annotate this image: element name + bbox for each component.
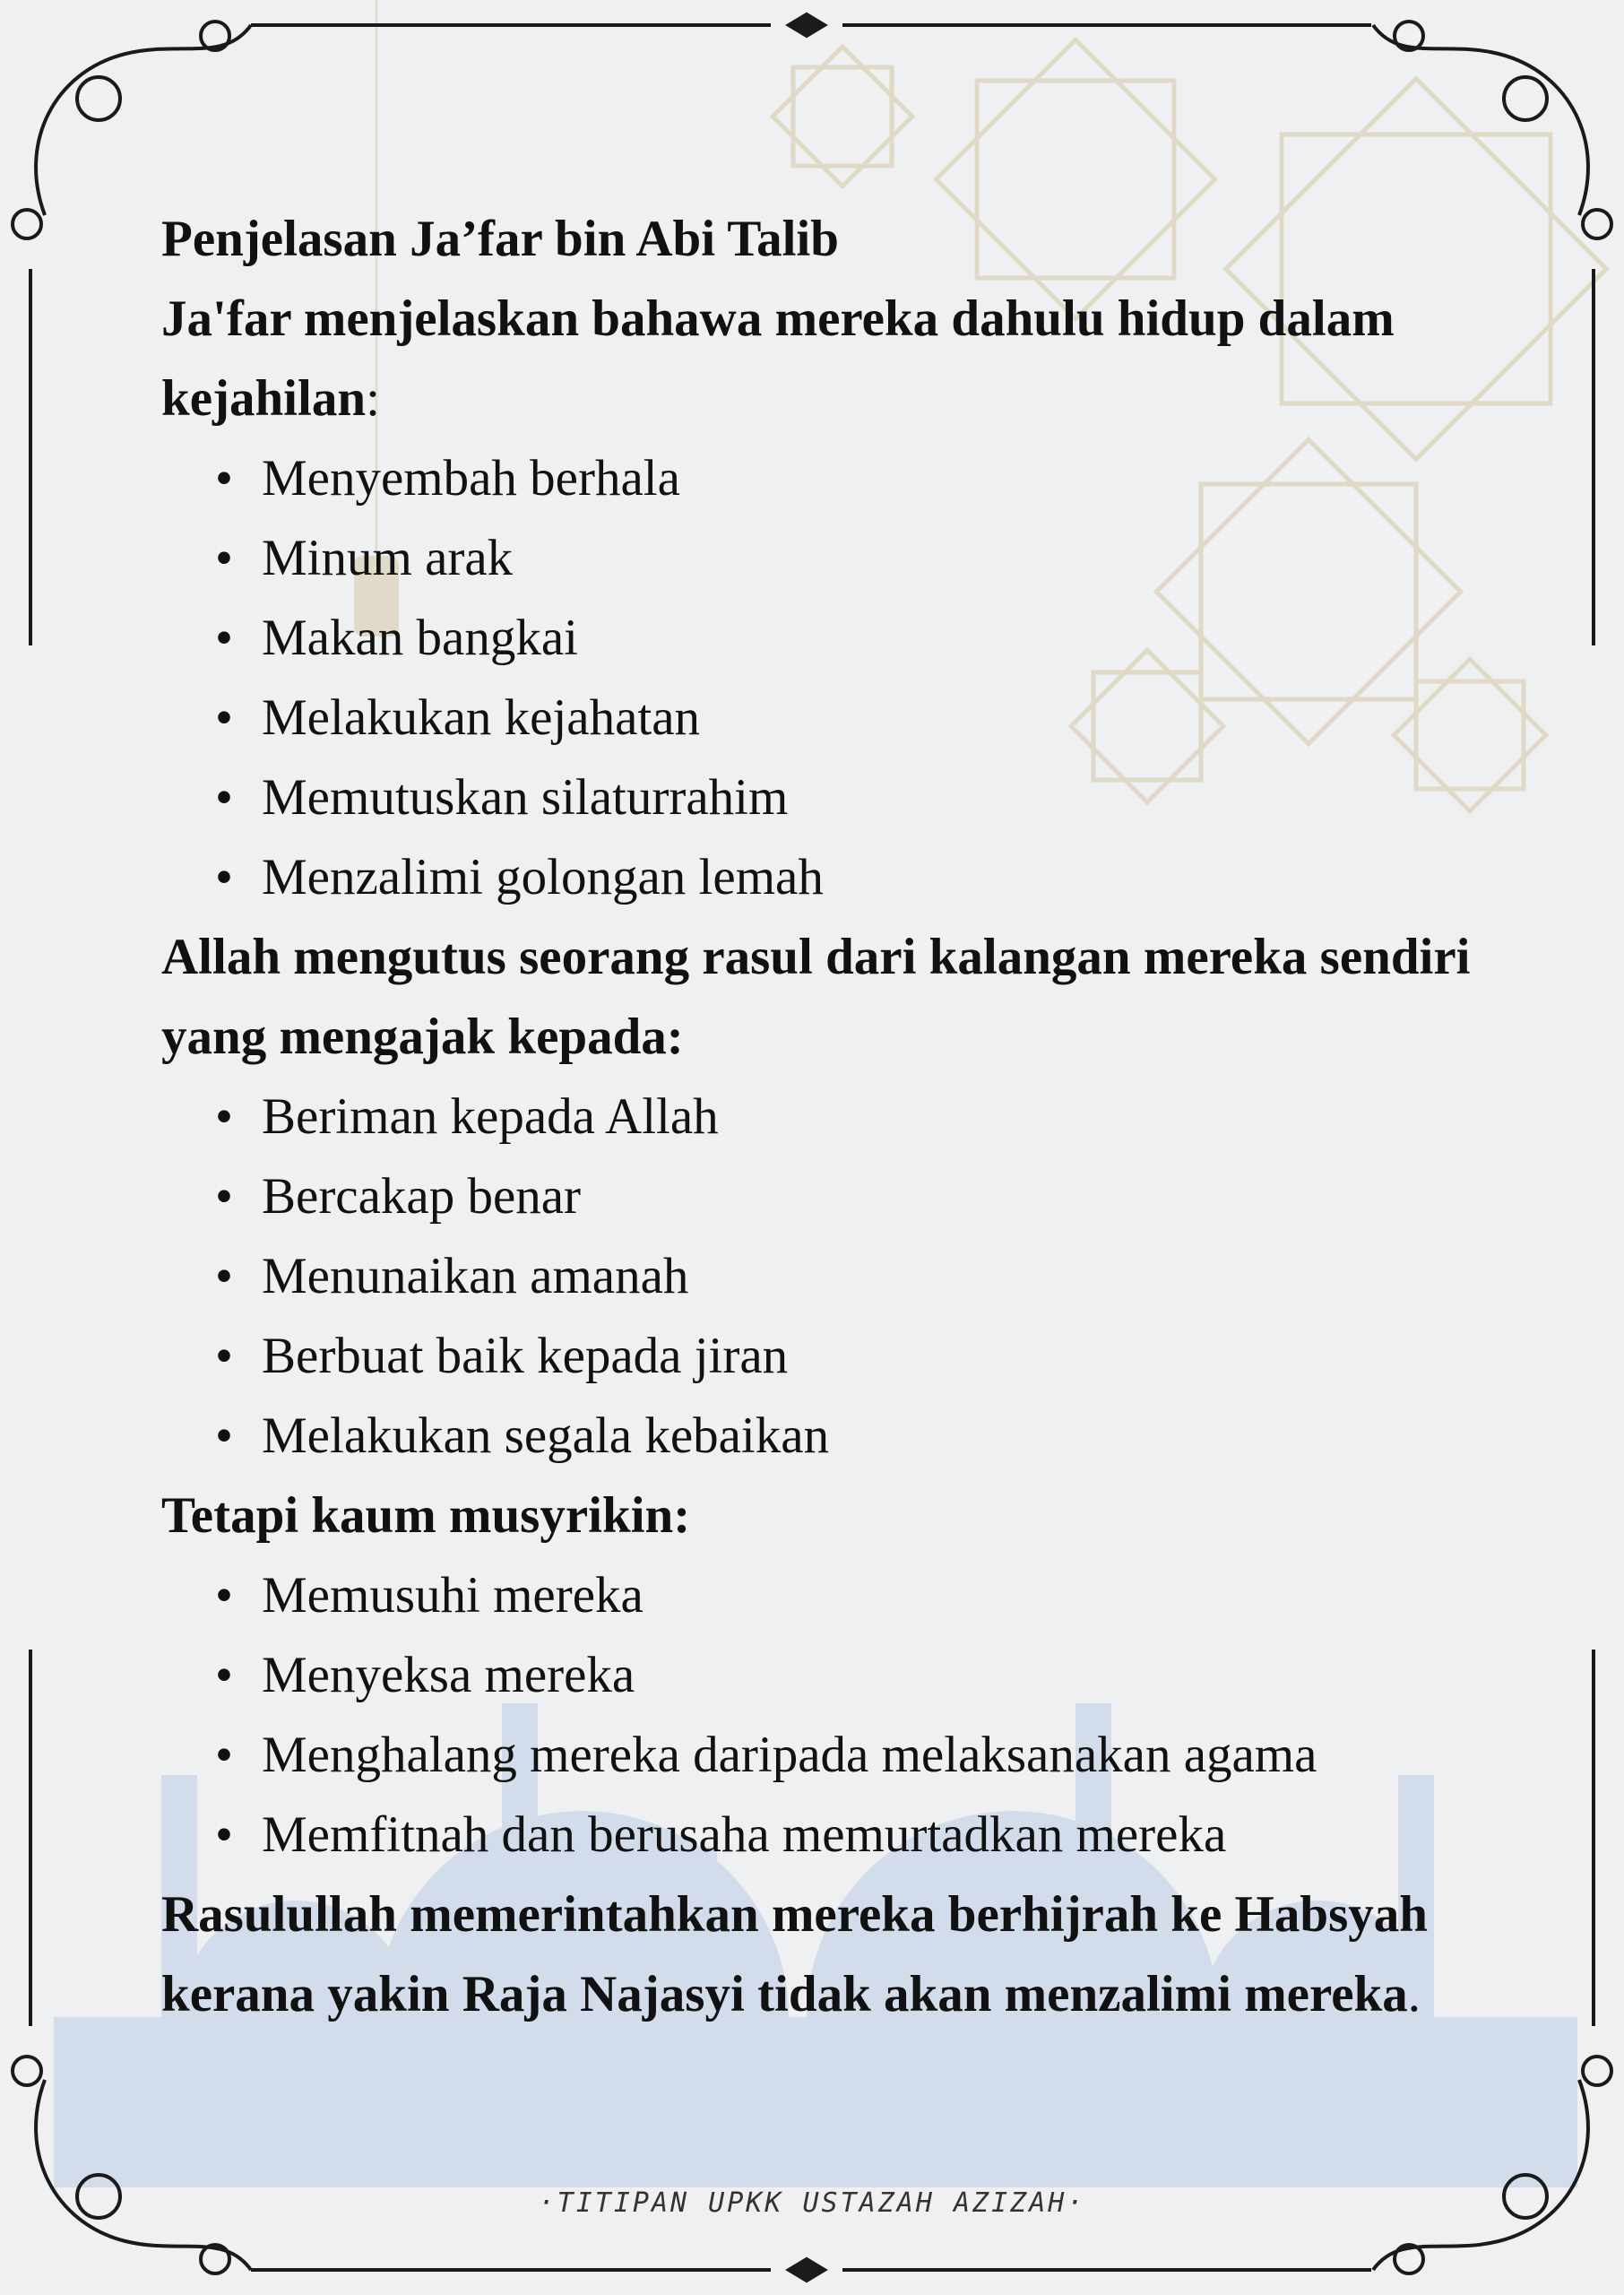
list-item: • Menghalang mereka daripada melaksanakan agama [161,1715,1524,1795]
list-item: • Minum arak [161,518,1524,598]
closing-end: . [1407,1966,1421,2022]
list-item: • Memfitnah dan berusaha memurtadkan mereka [161,1795,1524,1875]
list-item: • Menyembah berhala [161,438,1524,518]
section2-list [161,1077,1524,1476]
list-item: • Makan bangkai [161,598,1524,678]
section1-list [161,438,1524,917]
list-item: • Menyeksa mereka [161,1635,1524,1715]
section-title: Penjelasan Ja’far bin Abi Talib [161,211,839,267]
section2-intro: Allah mengutus seorang rasul dari kalangan mereka sendiri yang mengajak kepada: [161,929,1471,1065]
list-item: • Memutuskan silaturrahim [161,758,1524,837]
list-item: • Menunaikan amanah [161,1236,1524,1316]
list-item: • Berbuat baik kepada jiran [161,1316,1524,1396]
list-item: • Melakukan kejahatan [161,678,1524,758]
section1-intro-end: : [366,370,380,427]
document-body [161,199,1524,2034]
list-item: • Bercakap benar [161,1156,1524,1236]
closing-text: Rasulullah memerintahkan mereka berhijrah ke Habsyah kerana yakin Raja Najasyi tidak akan menzalimi mereka [161,1886,1428,2022]
closing-paragraph [161,1875,1524,2034]
list-item: • Melakukan segala kebaikan [161,1396,1524,1476]
section3-list [161,1555,1524,1875]
footer-credit: ·TITIPAN UPKK USTAZAH AZIZAH· [538,2187,1086,2219]
section1-intro [161,279,1524,438]
list-item: • Menzalimi golongan lemah [161,837,1524,917]
section3-intro: Tetapi kaum musyrikin: [161,1487,691,1544]
section1-intro-text: Ja'far menjelaskan bahawa mereka dahulu hidup dalam kejahilan [161,290,1395,427]
list-item: • Memusuhi mereka [161,1555,1524,1635]
list-item: • Beriman kepada Allah [161,1077,1524,1156]
